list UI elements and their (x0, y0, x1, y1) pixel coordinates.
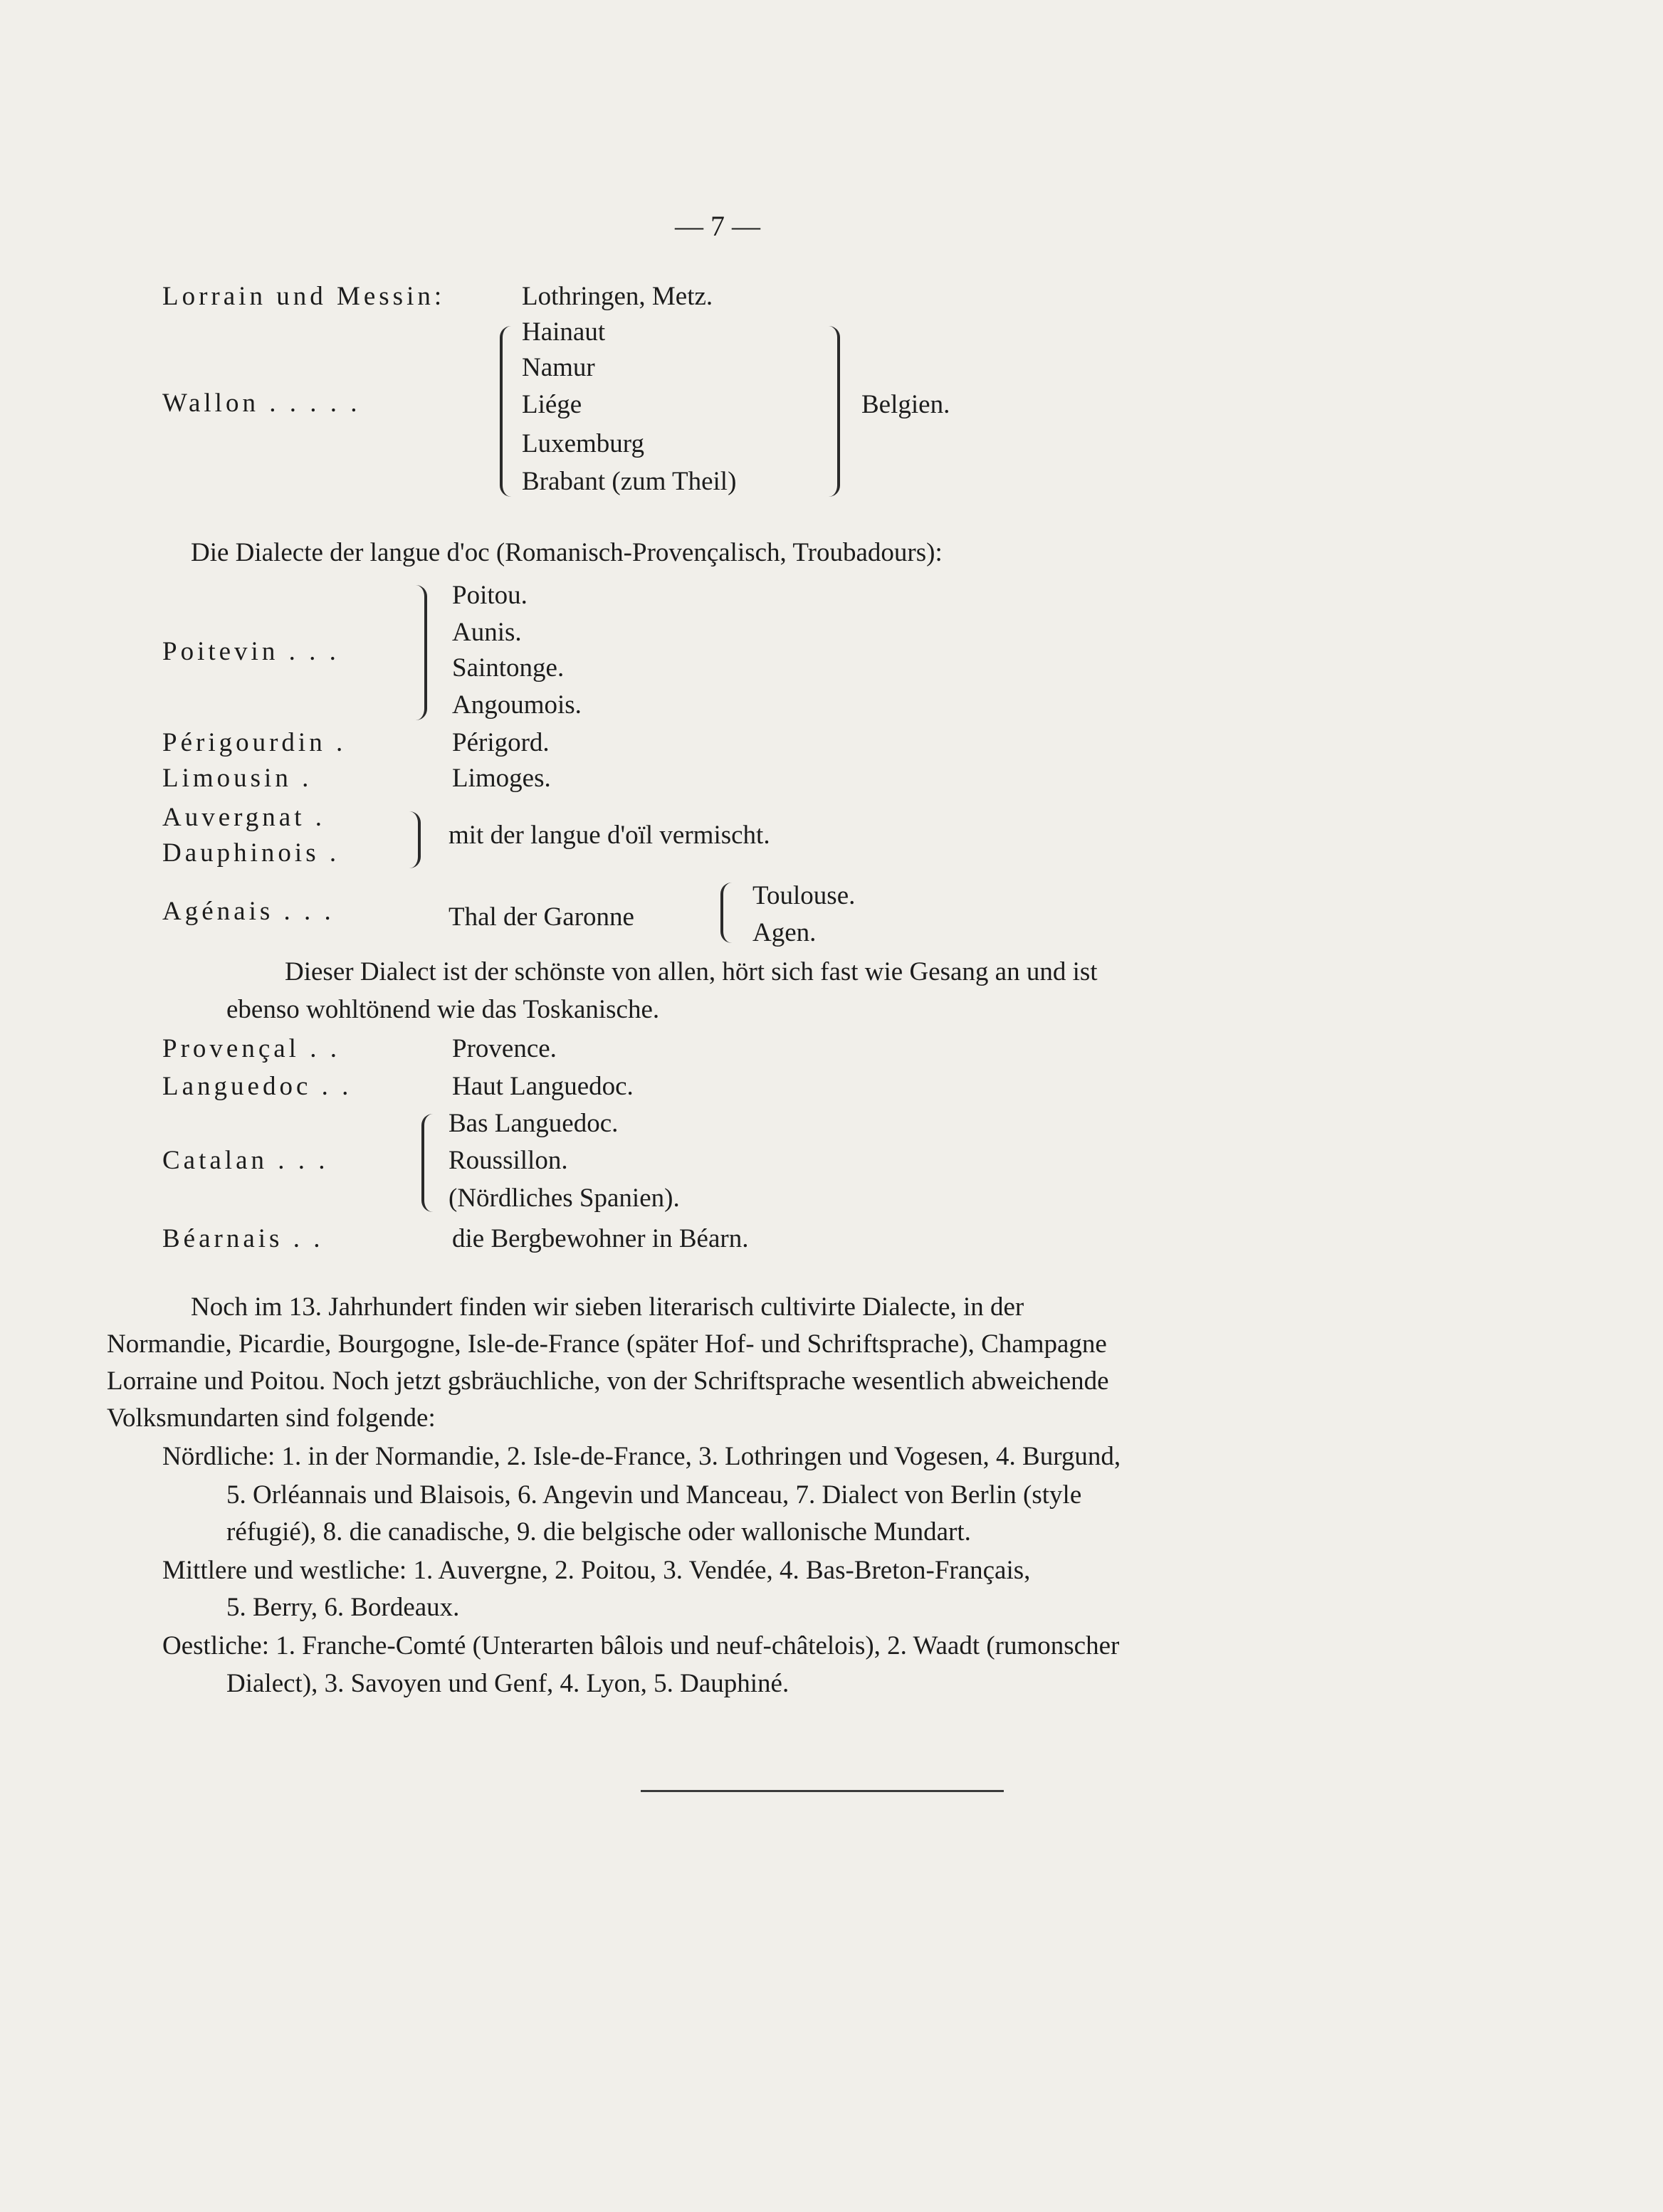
dialect-label-agenais: Agénais . . . (162, 897, 335, 926)
dialect-label-perigourdin: Périgourdin . (162, 728, 347, 757)
paragraph-line: Normandie, Picardie, Bourgogne, Isle-de-France (später Hof- und Schriftsprache), Champagne (107, 1329, 1107, 1359)
mixed-note: mit der langue d'oïl vermischt. (448, 821, 770, 850)
right-brace (826, 326, 840, 497)
region-lorrain: Lothringen, Metz. (522, 282, 713, 311)
dialect-note-line: ebenso wohltönend wie das Toskanische. (226, 995, 660, 1024)
group-middle-line: Mittlere und westliche: 1. Auvergne, 2. Poitou, 3. Vendée, 4. Bas-Breton-Français, (162, 1556, 1031, 1585)
place-item: Saintonge. (452, 653, 565, 683)
paragraph-line: Lorraine und Poitou. Noch jetzt gsbräuchliche, von der Schriftsprache wesentlich abweichende (107, 1366, 1109, 1396)
place-item: Agen. (752, 918, 817, 947)
region-garonne: Thal der Garonne (448, 902, 634, 932)
place-item: Hainaut (522, 317, 606, 347)
place-item: Poitou. (452, 581, 528, 610)
left-brace (500, 326, 514, 497)
right-brace (409, 811, 421, 868)
region-provence: Provence. (452, 1034, 557, 1063)
place-item: Bas Languedoc. (448, 1109, 619, 1138)
group-east-line: Dialect), 3. Savoyen und Genf, 4. Lyon, 5. Dauphiné. (226, 1669, 789, 1698)
place-item: Aunis. (452, 618, 522, 647)
right-brace (413, 585, 427, 720)
left-brace (421, 1114, 434, 1212)
left-brace (720, 883, 732, 943)
footer-rule (641, 1790, 1004, 1792)
place-item: Namur (522, 353, 595, 382)
place-item: Liége (522, 390, 582, 419)
dialect-label-lorrain: Lorrain und Messin: (162, 282, 446, 311)
dialect-label-bearnais: Béarnais . . (162, 1224, 324, 1253)
dialect-label-auvergnat: Auvergnat . (162, 803, 325, 832)
group-middle-line: 5. Berry, 6. Bordeaux. (226, 1593, 460, 1622)
group-north-line: réfugié), 8. die canadische, 9. die belgische oder wallonische Mundart. (226, 1517, 971, 1547)
dialect-label-dauphinois: Dauphinois . (162, 838, 340, 868)
paragraph-line: Volksmundarten sind folgende: (107, 1403, 436, 1433)
group-north-line: 5. Orléannais und Blaisois, 6. Angevin und Manceau, 7. Dialect von Berlin (style (226, 1480, 1082, 1510)
region-haut-languedoc: Haut Languedoc. (452, 1072, 634, 1101)
dialect-label-catalan: Catalan . . . (162, 1146, 329, 1175)
place-item: (Nördliches Spanien). (448, 1184, 680, 1213)
dialect-label-wallon: Wallon . . . . . (162, 389, 361, 418)
place-item: Roussillon. (448, 1146, 568, 1175)
paragraph-line: Noch im 13. Jahrhundert finden wir sieben literarisch cultivirte Dialecte, in der (191, 1292, 1024, 1322)
region-limoges: Limoges. (452, 764, 551, 793)
place-item: Luxemburg (522, 429, 644, 458)
place-item: Toulouse. (752, 881, 856, 910)
country-belgien: Belgien. (861, 390, 950, 419)
dialect-label-limousin: Limousin . (162, 764, 313, 793)
page-number: — 7 — (675, 210, 760, 242)
group-north-line: Nördliche: 1. in der Normandie, 2. Isle-de-France, 3. Lothringen und Vogesen, 4. Burgund, (162, 1442, 1121, 1471)
dialect-note-line: Dieser Dialect ist der schönste von allen, hört sich fast wie Gesang an und ist (285, 957, 1098, 986)
place-item: Brabant (zum Theil) (522, 467, 737, 496)
group-east-line: Oestliche: 1. Franche-Comté (Unterarten bâlois und neuf-châtelois), 2. Waadt (rumonscher (162, 1631, 1120, 1660)
dialect-label-provencal: Provençal . . (162, 1034, 340, 1063)
dialect-label-languedoc: Languedoc . . (162, 1072, 352, 1101)
region-bearn: die Bergbewohner in Béarn. (452, 1224, 749, 1253)
oc-heading: Die Dialecte der langue d'oc (Romanisch-Provençalisch, Troubadours): (191, 538, 943, 567)
region-perigord: Périgord. (452, 728, 550, 757)
dialect-label-poitevin: Poitevin . . . (162, 637, 340, 666)
place-item: Angoumois. (452, 690, 582, 720)
